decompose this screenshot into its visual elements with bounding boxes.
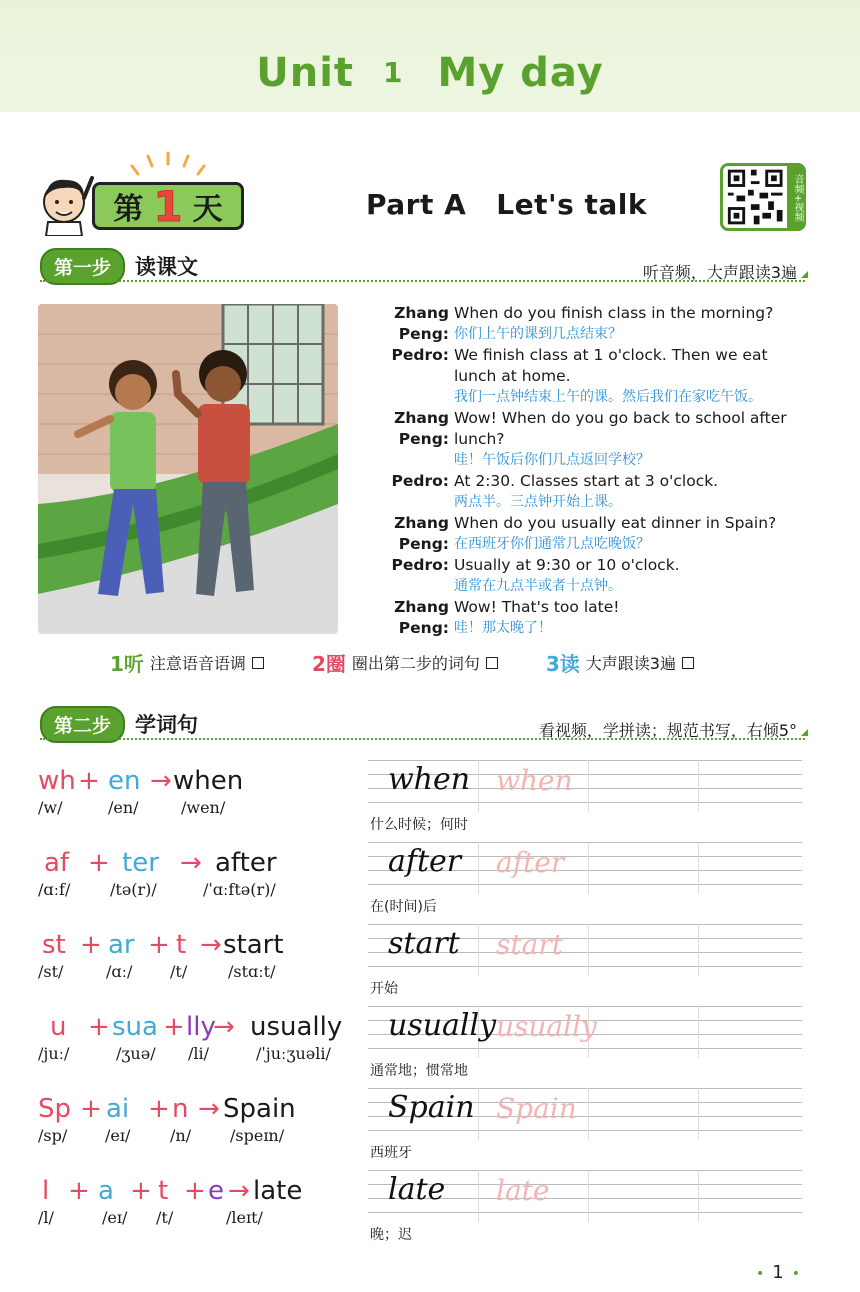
step2-header — [40, 708, 198, 740]
handwriting-lines[interactable] — [368, 924, 802, 976]
speaker: Zhang Peng: — [394, 409, 449, 448]
phonics-part: after — [215, 848, 277, 878]
word-meaning: 晚；迟 — [370, 1227, 412, 1243]
phonics-part: en — [108, 766, 141, 796]
phonics-part: + — [88, 1012, 110, 1042]
trace-word: Spain — [496, 1092, 577, 1125]
phonics-breakdown — [38, 766, 358, 798]
word-row — [38, 766, 358, 820]
handwriting-lines[interactable] — [368, 842, 802, 894]
handwritten-word: start — [388, 926, 460, 961]
word-meaning: 什么时候；何时 — [370, 817, 468, 833]
task-item — [110, 648, 264, 677]
ipa-row — [38, 798, 358, 820]
task-checkbox[interactable] — [486, 657, 498, 669]
phonics-part: n — [172, 1094, 189, 1124]
ipa: /ʒuə/ — [116, 1044, 156, 1063]
line-chinese: 我们一点钟结束上午的课。然后我们在家吃午饭。 — [454, 389, 762, 405]
word-row — [38, 1094, 358, 1148]
word-meaning: 在(时间)后 — [370, 899, 437, 915]
ipa: /ˈjuːʒuəli/ — [256, 1044, 331, 1063]
trace-word: late — [496, 1174, 550, 1207]
line-english: Wow! When do you go back to school after lunch? — [454, 409, 787, 448]
phonics-breakdown — [38, 930, 358, 962]
unit-title — [0, 50, 860, 96]
word-row — [38, 1012, 358, 1066]
phonics-part: Spain — [223, 1094, 296, 1124]
step2-pill: 第二步 — [40, 706, 125, 743]
ipa-row — [38, 880, 358, 902]
day-pre: 第 — [113, 192, 144, 227]
ipa: /li/ — [188, 1044, 210, 1063]
qr-tag: 音频+视频 — [787, 166, 803, 228]
ipa: /t/ — [170, 962, 188, 981]
ipa-row — [38, 1126, 358, 1148]
ipa-row — [38, 962, 358, 984]
day-badge — [92, 182, 244, 230]
line-english: We finish class at 1 o'clock. Then we eat lunch at home. — [454, 346, 768, 385]
phonics-part: Sp — [38, 1094, 72, 1124]
phonics-part: st — [42, 930, 66, 960]
ipa: /leɪt/ — [226, 1208, 263, 1227]
ipa-row — [38, 1208, 358, 1230]
task-checklist — [110, 648, 750, 677]
page-number-text: 1 — [772, 1262, 784, 1283]
step2-title: 学词句 — [135, 713, 199, 737]
phonics-part: l — [42, 1176, 50, 1206]
ipa: /ˈɑːftə(r)/ — [203, 880, 276, 899]
task-number: 1听 — [110, 652, 144, 676]
word-meaning: 通常地；惯常地 — [370, 1063, 468, 1079]
phonics-part: a — [98, 1176, 114, 1206]
part-title — [366, 188, 647, 221]
phonics-part: when — [173, 766, 244, 796]
line-english: When do you usually eat dinner in Spain? — [454, 514, 777, 532]
speaker: Zhang Peng: — [394, 598, 449, 637]
step1-hint-text: 听音频，大声跟读3遍 — [642, 263, 797, 282]
handwritten-word: Spain — [388, 1090, 475, 1125]
dialogue-line — [350, 345, 810, 408]
line-chinese: 通常在九点半或者十点钟。 — [454, 578, 622, 594]
task-checkbox[interactable] — [252, 657, 264, 669]
line-english: At 2:30. Classes start at 3 o'clock. — [454, 472, 719, 490]
task-item — [312, 648, 498, 677]
dialogue — [350, 303, 810, 639]
phonics-part: → — [150, 766, 172, 796]
handwritten-word: when — [388, 762, 471, 797]
handwriting-lines[interactable] — [368, 760, 802, 812]
line-chinese: 哇！那太晚了！ — [454, 620, 552, 636]
phonics-part: u — [50, 1012, 67, 1042]
ipa: /en/ — [108, 798, 139, 817]
task-text: 圈出第二步的词句 — [351, 654, 480, 673]
phonics-part: + — [68, 1176, 90, 1206]
task-text: 大声跟读3遍 — [585, 654, 676, 673]
phonics-part: af — [44, 848, 70, 878]
ipa: /l/ — [38, 1208, 54, 1227]
line-text — [454, 471, 810, 513]
word-row — [38, 930, 358, 984]
handwritten-word: usually — [388, 1008, 497, 1043]
word-meaning: 开始 — [370, 981, 398, 997]
trace-word: start — [496, 928, 563, 961]
phonics-part: + — [184, 1176, 206, 1206]
ipa: /juː/ — [38, 1044, 70, 1063]
ipa: /eɪ/ — [105, 1126, 131, 1145]
dialogue-line — [350, 597, 810, 639]
phonics-part: late — [253, 1176, 303, 1206]
page-number: • 1 • — [756, 1262, 800, 1283]
line-chinese: 两点半。三点钟开始上课。 — [454, 494, 622, 510]
phonics-part: e — [208, 1176, 224, 1206]
ipa: /n/ — [170, 1126, 192, 1145]
dialogue-line — [350, 513, 810, 555]
unit-label: Unit — [256, 50, 355, 96]
ipa: /ɑːf/ — [38, 880, 71, 899]
step2-hint — [539, 718, 808, 741]
phonics-part: + — [130, 1176, 152, 1206]
phonics-part: t — [176, 930, 187, 960]
line-text — [454, 555, 810, 597]
kid-mascot-icon — [38, 172, 96, 236]
speaker: Pedro: — [391, 472, 449, 490]
ipa: /eɪ/ — [102, 1208, 128, 1227]
phonics-part: + — [80, 1094, 102, 1124]
speaker: Pedro: — [391, 556, 449, 574]
line-chinese: 在西班牙你们通常几点吃晚饭？ — [454, 536, 650, 552]
phonics-part: → — [198, 1094, 220, 1124]
ipa: /t/ — [156, 1208, 174, 1227]
handwriting-lines[interactable] — [368, 1088, 802, 1140]
task-text: 注意语音语调 — [149, 654, 246, 673]
day-post: 天 — [192, 192, 223, 227]
speaker: Pedro: — [391, 346, 449, 364]
ipa: /stɑːt/ — [228, 962, 276, 981]
step1-title: 读课文 — [135, 255, 199, 279]
phonics-part: t — [158, 1176, 169, 1206]
dialogue-line — [350, 555, 810, 597]
phonics-part: sua — [112, 1012, 158, 1042]
handwriting-lines[interactable] — [368, 1170, 802, 1222]
phonics-part: ar — [108, 930, 135, 960]
trace-word: after — [496, 846, 565, 879]
handwritten-word: after — [388, 844, 462, 879]
sun-rays-icon — [128, 150, 208, 180]
ipa: /w/ — [38, 798, 63, 817]
line-text — [454, 597, 810, 639]
line-english: Usually at 9:30 or 10 o'clock. — [454, 556, 680, 574]
unit-number: 1 — [382, 56, 404, 89]
phonics-breakdown — [38, 848, 358, 880]
phonics-part: usually — [250, 1012, 343, 1042]
step1-hint — [643, 260, 808, 283]
handwritten-word: late — [388, 1172, 446, 1207]
dialogue-illustration — [38, 304, 338, 634]
task-number: 3读 — [545, 652, 580, 676]
task-number: 2圈 — [311, 652, 346, 676]
phonics-part: ter — [122, 848, 159, 878]
line-text — [454, 408, 810, 471]
phonics-part: + — [88, 848, 110, 878]
trace-word: when — [496, 764, 573, 797]
line-text — [454, 303, 810, 345]
ipa: /sp/ — [38, 1126, 68, 1145]
trace-word: usually — [496, 1010, 597, 1043]
speaker: Zhang Peng: — [394, 514, 449, 553]
speaker: Zhang Peng: — [394, 304, 449, 343]
handwriting-lines[interactable] — [368, 1006, 802, 1058]
phonics-part: → — [200, 930, 222, 960]
phonics-part: + — [148, 1094, 170, 1124]
phonics-breakdown — [38, 1012, 358, 1044]
phonics-part: ai — [106, 1094, 130, 1124]
line-chinese: 你们上午的课到几点结束？ — [454, 326, 622, 342]
phonics-part: → — [213, 1012, 235, 1042]
word-meaning: 西班牙 — [370, 1145, 412, 1161]
phonics-part: wh — [38, 766, 76, 796]
phonics-part: start — [223, 930, 284, 960]
line-english: When do you finish class in the morning? — [454, 304, 774, 322]
ipa: /speɪn/ — [230, 1126, 285, 1145]
ipa: /wen/ — [181, 798, 226, 817]
ipa-row — [38, 1044, 358, 1066]
step1-pill: 第一步 — [40, 248, 125, 285]
qr-code[interactable] — [720, 163, 806, 231]
phonics-part: lly — [186, 1012, 216, 1042]
phonics-part: + — [163, 1012, 185, 1042]
dialogue-line — [350, 303, 810, 345]
line-chinese: 哇！午饭后你们几点返回学校？ — [454, 452, 650, 468]
step1-header — [40, 250, 198, 282]
line-text — [454, 513, 810, 555]
phonics-part: → — [228, 1176, 250, 1206]
dialogue-line — [350, 408, 810, 471]
line-english: Wow! That's too late! — [454, 598, 620, 616]
word-row — [38, 848, 358, 902]
phonics-part: + — [80, 930, 102, 960]
qr-code-icon — [725, 166, 785, 228]
part-label: Part A — [366, 188, 467, 221]
ipa: /st/ — [38, 962, 64, 981]
task-item — [546, 648, 694, 677]
ipa: /ɑː/ — [106, 962, 133, 981]
unit-name: My day — [437, 50, 604, 96]
ipa: /tə(r)/ — [110, 880, 157, 899]
day-number: 1 — [153, 181, 183, 231]
phonics-part: + — [78, 766, 100, 796]
phonics-breakdown — [38, 1176, 358, 1208]
phonics-breakdown — [38, 1094, 358, 1126]
step2-hint-text: 看视频，学拼读；规范书写，右倾5° — [538, 721, 797, 740]
phonics-part: + — [148, 930, 170, 960]
word-row — [38, 1176, 358, 1230]
phonics-part: → — [180, 848, 202, 878]
lesson-title: Let's talk — [496, 188, 647, 221]
dialogue-line — [350, 471, 810, 513]
task-checkbox[interactable] — [682, 657, 694, 669]
line-text — [454, 345, 810, 408]
